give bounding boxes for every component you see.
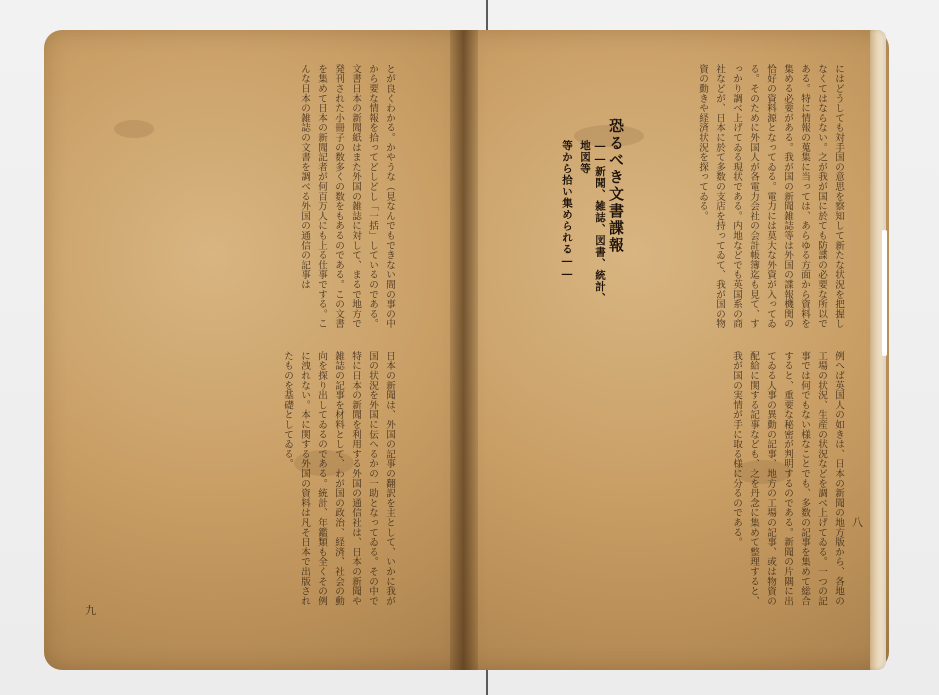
right-page-heading-subtitle-2: 等から拾い集められる―― — [561, 140, 573, 281]
left-page-bottom-text — [60, 351, 398, 611]
right-page-bottom-paragraph: 例へば英国人の如きは、日本の新聞の地方版から、各地の工場の状況、生産の状況などを調べ上げてゐる。一つの記事では何でもない様なことでも、多数の記事を集めて総合すると、重要な秘密が判明するのである。新聞の片隅に出てゐる人事の異動の記事、地方の工場の記事、或は物資の配給に関する記事なども、之を丹念に集めて整理すると、我が国の実情が手に取る様に分るのである。 — [731, 351, 844, 606]
right-page-top-text — [472, 64, 847, 331]
scan-white-mark — [882, 230, 887, 356]
right-page-heading-subtitle-1: ――新聞、雑誌、図書、統計、地図等 — [579, 140, 606, 304]
right-page-heading-title: 恐るべき文書諜報 — [607, 118, 625, 254]
left-page-number: 九 — [85, 604, 96, 617]
right-page-number: 八 — [852, 516, 863, 529]
left-page-bottom-paragraph: 日本の新聞は、外国の記事の翻訳を主として、いかに我が国の状況を外国に伝へるかの一助となってゐる。その中で特に日本の新聞を利用する外国の通信社は、日本の新聞や雑誌の記事を材料として、わが国の政治、経済、社会の動向を探り出してゐるのである。統計、年鑑類も全くその例に洩れない。本に関する外国の資料は凡そ日本で出版されたものを基礎としてゐる。 — [282, 351, 395, 606]
right-page-bottom-text — [472, 351, 847, 611]
right-page-top-paragraph: にはどうしても対手国の意思を察知して新たな状況を把握しなくてはならない。之が我が国に於ても防諜の必要な所以である。特に情報の蒐集に当っては、あらゆる方面から資料を集める必要がある。我が国の新聞雑誌等は外国の諜報機関の恰好の資料源となってゐる。電力には莫大な外資が入ってゐる。そのために外国人が各電力会社の会計帳簿迄も見て、すっかり調べ上げてゐる現状である。内地などでも英国系の商社などが、日本に於て多数の支店を持ってゐて、我が国の物資の動きや経済状況を探ってゐる。 — [697, 64, 844, 329]
left-page-top-paragraph: とが良くわかる。かやうな（見なんでもできない間の事の中から要な情報を拾ってどしどし「一括」しているのである。文書日本の新聞紙はまた外国の雑誌に対して、まるで地方で発刊された小冊子の数多くの数をもあるのである。この文書を集めて日本の新聞記者が何百万人にも上る仕事でする。こんな日本の雑誌の文書を調べる外国の通信の記事は — [299, 64, 395, 329]
left-page-top-text — [60, 64, 398, 331]
